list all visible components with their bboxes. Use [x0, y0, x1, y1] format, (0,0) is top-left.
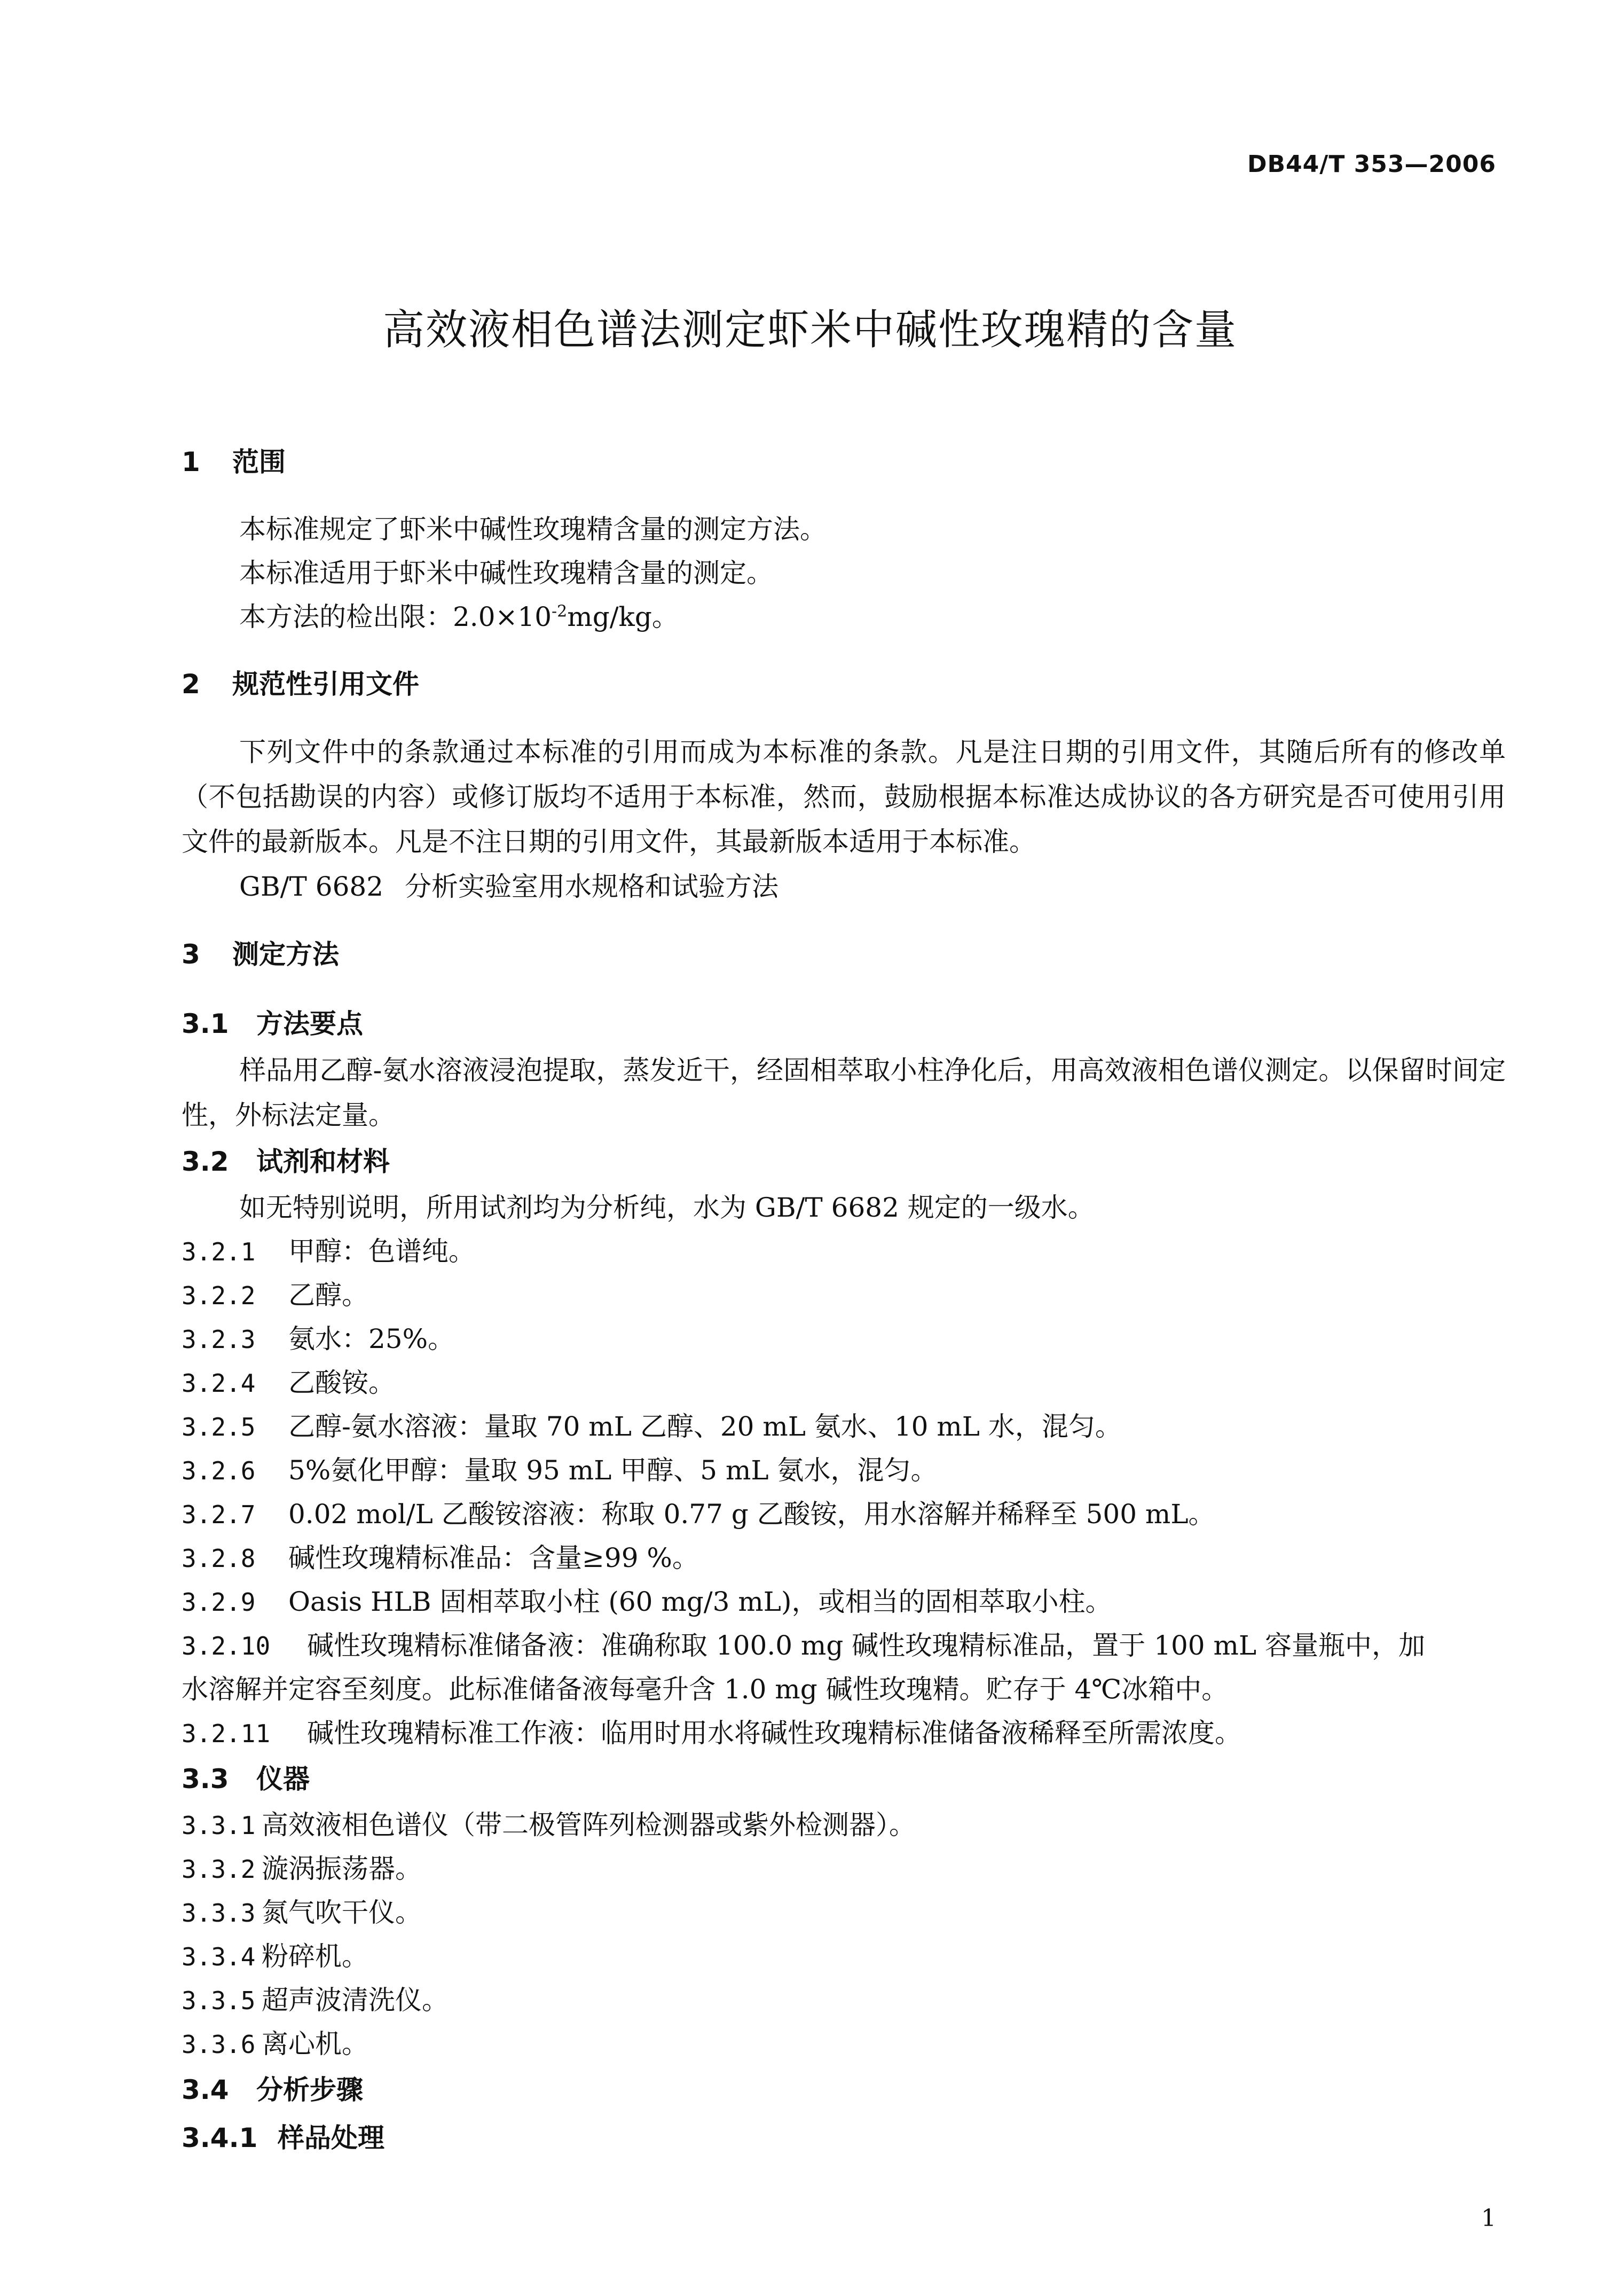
subsection-number: 3.2 [182, 1146, 229, 1177]
section-number: 3 [182, 939, 200, 970]
subsection-heading [182, 1000, 1506, 1048]
item-text: 离心机。 [262, 2028, 368, 2059]
page-number: 1 [1481, 2205, 1496, 2232]
instrument-item [182, 1978, 1506, 2022]
method-principle-paragraph: 样品用乙醇-氨水溶液浸泡提取，蒸发近干，经固相萃取小柱净化后，用高效液相色谱仪测定。以保留时间定性，外标法定量。 [182, 1055, 1506, 1131]
reagent-item [182, 1492, 1506, 1536]
item-text: 碱性玫瑰精标准品：含量≥99 %。 [288, 1542, 699, 1573]
reagent-item-continuation: 水溶解并定容至刻度。此标准储备液每毫升含 1.0 mg 碱性玫瑰精。贮存于 4℃冰箱中。 [182, 1674, 1229, 1705]
item-number: 3.3.4 [182, 1942, 256, 1971]
item-text: Oasis HLB 固相萃取小柱 (60 mg/3 mL)，或相当的固相萃取小柱。 [288, 1586, 1112, 1617]
item-text: 5%氨化甲醇：量取 95 mL 甲醇、5 mL 氨水，混匀。 [288, 1455, 938, 1486]
item-number: 3.2.2 [182, 1281, 256, 1310]
item-text: 碱性玫瑰精标准储备液：准确称取 100.0 mg 碱性玫瑰精标准品，置于 100 mL 容量瓶中，加 [307, 1630, 1425, 1661]
subsection-heading [182, 2066, 1506, 2114]
subsection-heading [182, 2114, 1506, 2162]
subsection-number: 3.1 [182, 1008, 229, 1039]
reagent-item [182, 1317, 1506, 1361]
item-text: 高效液相色谱仪（带二极管阵列检测器或紫外检测器）。 [262, 1809, 916, 1840]
item-number: 3.2.4 [182, 1369, 256, 1398]
item-text: 乙醇-氨水溶液：量取 70 mL 乙醇、20 mL 氨水、10 mL 水，混匀。 [288, 1411, 1122, 1442]
reference-title: 分析实验室用水规格和试验方法 [405, 871, 778, 902]
detection-limit-exponent: -2 [552, 602, 568, 621]
item-number: 3.3.2 [182, 1855, 256, 1884]
standard-number: DB44/T 353—2006 [1247, 151, 1496, 178]
section-heading [182, 930, 1506, 978]
reagent-item [182, 1536, 1506, 1580]
subsection-number: 3.4 [182, 2074, 229, 2105]
subsection-title: 分析步骤 [256, 2074, 363, 2105]
document-title: 高效液相色谱法测定虾米中碱性玫瑰精的含量 [382, 306, 1237, 354]
detection-limit-line [182, 595, 1506, 639]
item-text: 乙酸铵。 [288, 1367, 395, 1398]
normative-reference-paragraph: 下列文件中的条款通过本标准的引用而成为本标准的条款。凡是注日期的引用文件，其随后所有的修改单（不包括勘误的内容）或修订版均不适用于本标准，然而，鼓励根据本标准达成协议的各方研究是否可使用引用文件的最新版本。凡是不注日期的引用文件，其最新版本适用于本标准。 [182, 736, 1506, 857]
item-number: 3.2.11 [182, 1719, 271, 1748]
reagent-item [182, 1580, 1506, 1624]
section-title: 测定方法 [232, 939, 339, 970]
item-number: 3.2.5 [182, 1413, 256, 1441]
subsection-title: 仪器 [256, 1764, 310, 1795]
item-text: 0.02 mol/L 乙酸铵溶液：称取 0.77 g 乙酸铵，用水溶解并稀释至 500 mL。 [288, 1499, 1215, 1530]
instrument-item [182, 1803, 1506, 1847]
item-number: 3.2.3 [182, 1325, 256, 1354]
instrument-item [182, 1934, 1506, 1978]
document-body [182, 438, 1506, 2162]
instrument-item [182, 2022, 1506, 2066]
scope-line-2: 本标准适用于虾米中碱性玫瑰精含量的测定。 [239, 558, 773, 589]
item-number: 3.2.6 [182, 1456, 256, 1485]
reagent-item [182, 1361, 1506, 1405]
instrument-item [182, 1847, 1506, 1891]
item-number: 3.2.8 [182, 1544, 256, 1573]
subsection-title: 方法要点 [256, 1008, 363, 1039]
reference-entry [182, 864, 1506, 909]
subsection-heading [182, 1755, 1506, 1803]
item-text: 碱性玫瑰精标准工作液：临用时用水将碱性玫瑰精标准储备液稀释至所需浓度。 [307, 1718, 1241, 1749]
section-title: 范围 [232, 446, 286, 477]
scope-line-1: 本标准规定了虾米中碱性玫瑰精含量的测定方法。 [239, 514, 827, 545]
subsection-heading [182, 1138, 1506, 1186]
item-text: 超声波清洗仪。 [262, 1985, 449, 2016]
item-number: 3.2.9 [182, 1588, 256, 1617]
item-number: 3.3.3 [182, 1899, 256, 1927]
section-heading [182, 660, 1506, 708]
item-text: 漩涡振荡器。 [262, 1853, 422, 1884]
reagent-item [182, 1448, 1506, 1492]
reagent-item [182, 1229, 1506, 1273]
reference-code: GB/T 6682 [239, 871, 384, 902]
subsection-title: 样品处理 [278, 2122, 384, 2153]
item-number: 3.3.1 [182, 1811, 256, 1840]
subsection-number: 3.4.1 [182, 2122, 258, 2153]
reagents-intro: 如无特别说明，所用试剂均为分析纯，水为 GB/T 6682 规定的一级水。 [239, 1192, 1095, 1223]
detection-limit-unit: mg/kg。 [567, 601, 679, 632]
section-number: 1 [182, 446, 200, 477]
reagent-item [182, 1711, 1506, 1755]
item-number: 3.2.7 [182, 1500, 256, 1529]
subsection-number: 3.3 [182, 1764, 229, 1795]
item-text: 氮气吹干仪。 [262, 1897, 422, 1928]
item-number: 3.2.1 [182, 1237, 256, 1266]
detection-limit-text: 本方法的检出限：2.0×10 [239, 601, 552, 632]
section-title: 规范性引用文件 [232, 669, 419, 700]
item-text: 甲醇：色谱纯。 [288, 1236, 475, 1267]
item-number: 3.3.5 [182, 1986, 256, 2015]
reagent-item [182, 1624, 1506, 1667]
item-number: 3.2.10 [182, 1632, 271, 1660]
subsection-title: 试剂和材料 [256, 1146, 390, 1177]
section-heading [182, 438, 1506, 486]
item-text: 氨水：25%。 [288, 1323, 455, 1354]
item-text: 粉碎机。 [262, 1941, 368, 1972]
section-number: 2 [182, 669, 200, 700]
reagent-item [182, 1273, 1506, 1317]
instrument-item [182, 1891, 1506, 1934]
item-number: 3.3.6 [182, 2030, 256, 2059]
reagent-item [182, 1405, 1506, 1448]
item-text: 乙醇。 [288, 1280, 368, 1311]
